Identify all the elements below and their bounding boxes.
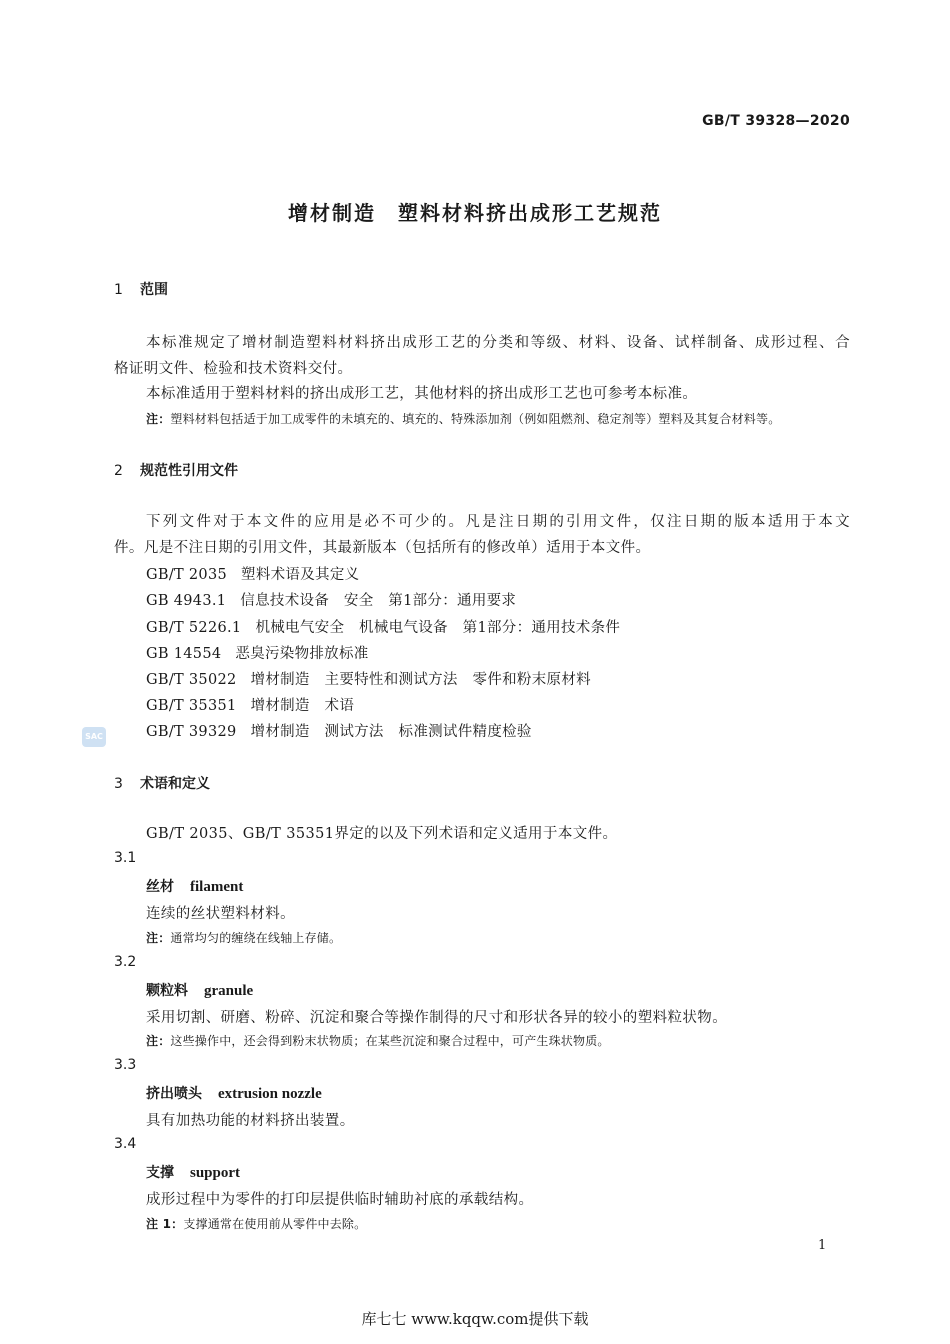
- term-definition: 成形过程中为零件的打印层提供临时辅助衬底的承载结构。: [146, 1192, 534, 1208]
- reference-title: 机械电气安全 机械电气设备 第1部分：通用技术条件: [255, 620, 621, 636]
- term-definition: 采用切割、研磨、粉碎、沉淀和聚合等操作制得的尺寸和形状各异的较小的塑料粒状物。: [146, 1010, 728, 1026]
- term-cn: 挤出喷头: [146, 1086, 202, 1102]
- reference-item: [146, 563, 359, 584]
- section-3-intro: GB/T 2035、GB/T 35351界定的以及下列术语和定义适用于本文件。: [146, 826, 618, 842]
- reference-code: GB 14554: [146, 646, 222, 662]
- section-1-paragraph-2: 本标准适用于塑料材料的挤出成形工艺，其他材料的挤出成形工艺也可参考本标准。: [146, 386, 698, 402]
- section-1-paragraph-1-line-2: 格证明文件、检验和技术资料交付。: [114, 361, 353, 377]
- reference-code: GB/T 2035: [146, 567, 228, 583]
- section-1-heading: [114, 279, 168, 299]
- note-label: 注：: [146, 1034, 171, 1048]
- reference-item: [146, 616, 620, 637]
- footer-download-text: 库七七 www.kqqw.com提供下载: [361, 1310, 589, 1328]
- reference-code: GB 4943.1: [146, 593, 227, 609]
- reference-code: GB/T 39329: [146, 724, 237, 740]
- reference-item: [146, 642, 369, 663]
- term-en: filament: [190, 879, 244, 895]
- reference-code: GB/T 5226.1: [146, 620, 242, 636]
- term-note: [146, 929, 341, 946]
- term-number: 3.2: [114, 954, 137, 970]
- section-3-heading: [114, 773, 210, 793]
- note-text: 塑料材料包括适于加工成零件的未填充的、填充的、特殊添加剂（例如阻燃剂、稳定剂等）塑料及其复合材料等。: [170, 412, 781, 426]
- term-cn: 颗粒料: [146, 983, 188, 999]
- reference-title: 增材制造 主要特性和测试方法 零件和粉末原材料: [250, 672, 591, 688]
- reference-item: [146, 720, 532, 741]
- page-number: 1: [818, 1238, 827, 1253]
- term-number: 3.1: [114, 850, 137, 866]
- term-name: [146, 876, 243, 896]
- reference-title: 恶臭污染物排放标准: [235, 646, 369, 662]
- note-text: 支撑通常在使用前从零件中去除。: [183, 1217, 367, 1231]
- page-title: 增材制造 塑料材料挤出成形工艺规范: [288, 201, 662, 225]
- term-note: [146, 1215, 366, 1232]
- reference-item: [146, 694, 354, 715]
- term-name: [146, 980, 253, 1000]
- term-en: granule: [204, 983, 254, 999]
- term-name: [146, 1083, 322, 1103]
- section-2-paragraph-line-2: 件。凡是不注日期的引用文件，其最新版本（包括所有的修改单）适用于本文件。: [114, 540, 651, 556]
- section-1-note: [146, 410, 780, 427]
- term-cn: 支撑: [146, 1165, 174, 1181]
- term-name: [146, 1162, 240, 1182]
- reference-item: [146, 589, 516, 610]
- reference-title: 塑料术语及其定义: [241, 567, 360, 583]
- note-label: 注 1：: [146, 1217, 184, 1231]
- document-id: GB/T 39328—2020: [702, 113, 850, 129]
- reference-code: GB/T 35351: [146, 698, 237, 714]
- section-number: 2: [114, 463, 123, 479]
- sac-logo-icon: SAC: [82, 727, 106, 747]
- section-1-paragraph-1-line-1: 本标准规定了增材制造塑料材料挤出成形工艺的分类和等级、材料、设备、试样制备、成形过程、合: [146, 335, 850, 351]
- note-label: 注：: [146, 412, 171, 426]
- term-en: extrusion nozzle: [218, 1086, 322, 1102]
- section-title: 术语和定义: [140, 776, 210, 792]
- section-number: 3: [114, 776, 123, 792]
- note-text: 这些操作中，还会得到粉末状物质；在某些沉淀和聚合过程中，可产生珠状物质。: [170, 1034, 610, 1048]
- section-2-paragraph-line-1: 下列文件对于本文件的应用是必不可少的。凡是注日期的引用文件，仅注日期的版本适用于本文: [146, 514, 850, 530]
- term-number: 3.4: [114, 1136, 137, 1152]
- note-label: 注：: [146, 931, 171, 945]
- term-note: [146, 1032, 610, 1049]
- term-definition: 具有加热功能的材料挤出装置。: [146, 1113, 355, 1129]
- reference-title: 增材制造 术语: [250, 698, 355, 714]
- section-2-heading: [114, 460, 238, 480]
- reference-title: 信息技术设备 安全 第1部分：通用要求: [240, 593, 517, 609]
- section-title: 规范性引用文件: [140, 463, 238, 479]
- reference-item: [146, 668, 591, 689]
- section-title: 范围: [140, 282, 168, 298]
- term-en: support: [190, 1165, 241, 1181]
- term-definition: 连续的丝状塑料材料。: [146, 906, 295, 922]
- note-text: 通常均匀的缠绕在线轴上存储。: [170, 931, 342, 945]
- reference-code: GB/T 35022: [146, 672, 237, 688]
- term-cn: 丝材: [146, 879, 174, 895]
- section-number: 1: [114, 282, 123, 298]
- term-number: 3.3: [114, 1057, 137, 1073]
- reference-title: 增材制造 测试方法 标准测试件精度检验: [250, 724, 532, 740]
